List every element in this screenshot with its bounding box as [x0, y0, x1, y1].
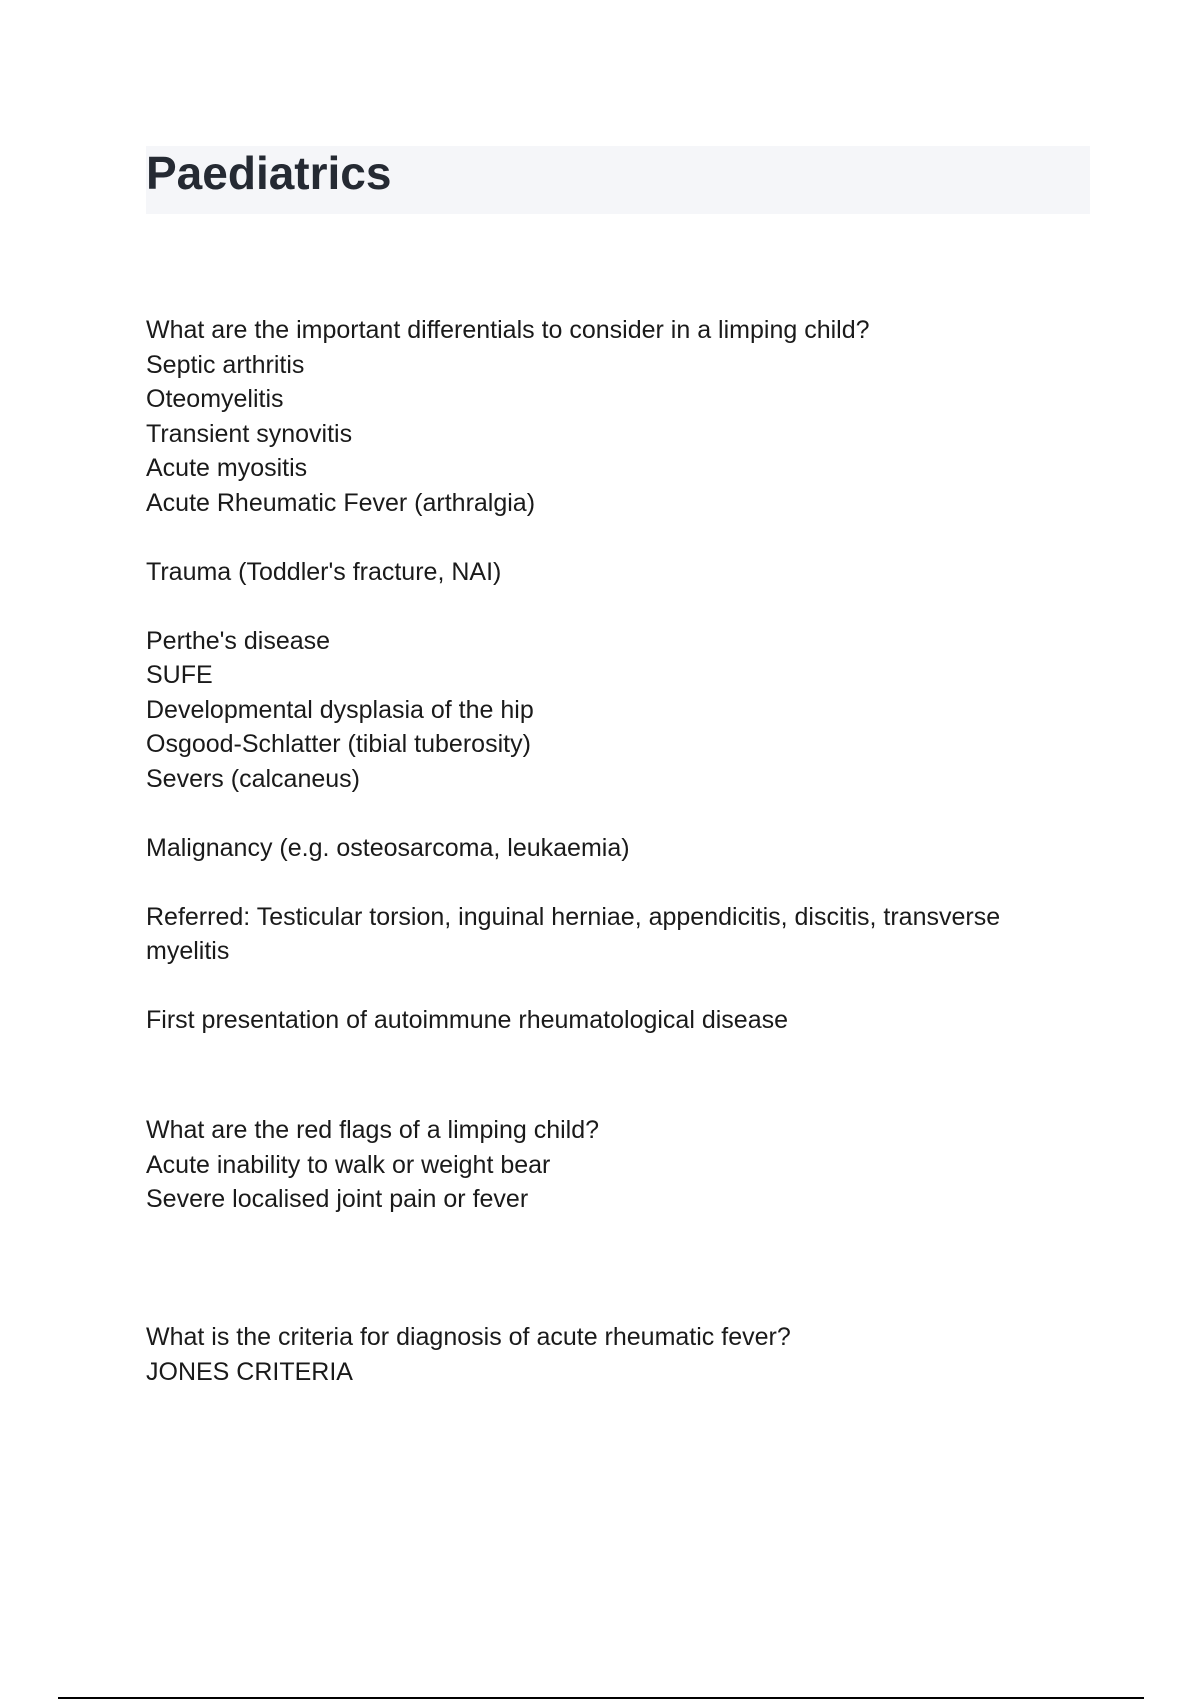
- answer-line: Referred: Testicular torsion, inguinal herniae, appendicitis, discitis, transverse myelitis: [146, 902, 1001, 965]
- answer-line: JONES CRITERIA: [146, 1357, 353, 1386]
- answer-line: Oteomyelitis: [146, 385, 284, 413]
- qa-limping-differentials: [146, 313, 1076, 1038]
- question: What are the red flags of a limping child?: [146, 1116, 600, 1144]
- answer-line: Trauma (Toddler's fracture, NAI): [146, 557, 502, 586]
- answer-line: First presentation of autoimmune rheumatological disease: [146, 1006, 789, 1034]
- answer-line: Acute inability to walk or weight bear: [146, 1150, 551, 1179]
- answer-line: Severs (calcaneus): [146, 764, 360, 793]
- answer-line: Malignancy (e.g. osteosarcoma, leukaemia): [146, 833, 630, 862]
- page-bottom-rule: [58, 1697, 1144, 1699]
- answer-line: Osgood-Schlatter (tibial tuberosity): [146, 730, 531, 758]
- question: What is the criteria for diagnosis of acute rheumatic fever?: [146, 1323, 791, 1351]
- paragraph-gap: [146, 589, 1076, 624]
- qa-red-flags: [146, 1113, 1076, 1217]
- question: What are the important differentials to consider in a limping child?: [146, 316, 870, 344]
- paragraph-gap: [146, 969, 1076, 1004]
- answer-line: Acute Rheumatic Fever (arthralgia): [146, 488, 536, 517]
- qa-rheumatic-fever-criteria: [146, 1320, 1076, 1389]
- answer-line: Septic arthritis: [146, 350, 305, 379]
- paragraph-gap: [146, 796, 1076, 831]
- answer-line: Severe localised joint pain or fever: [146, 1185, 529, 1213]
- answer-line: SUFE: [146, 661, 213, 689]
- answer-line: Perthe's disease: [146, 626, 331, 655]
- answer-line: Developmental dysplasia of the hip: [146, 695, 534, 724]
- paragraph-gap: [146, 520, 1076, 555]
- answer-line: Transient synovitis: [146, 419, 353, 448]
- paragraph-gap: [146, 865, 1076, 900]
- answer-line: Acute myositis: [146, 454, 308, 482]
- page-title: Paediatrics: [146, 147, 392, 199]
